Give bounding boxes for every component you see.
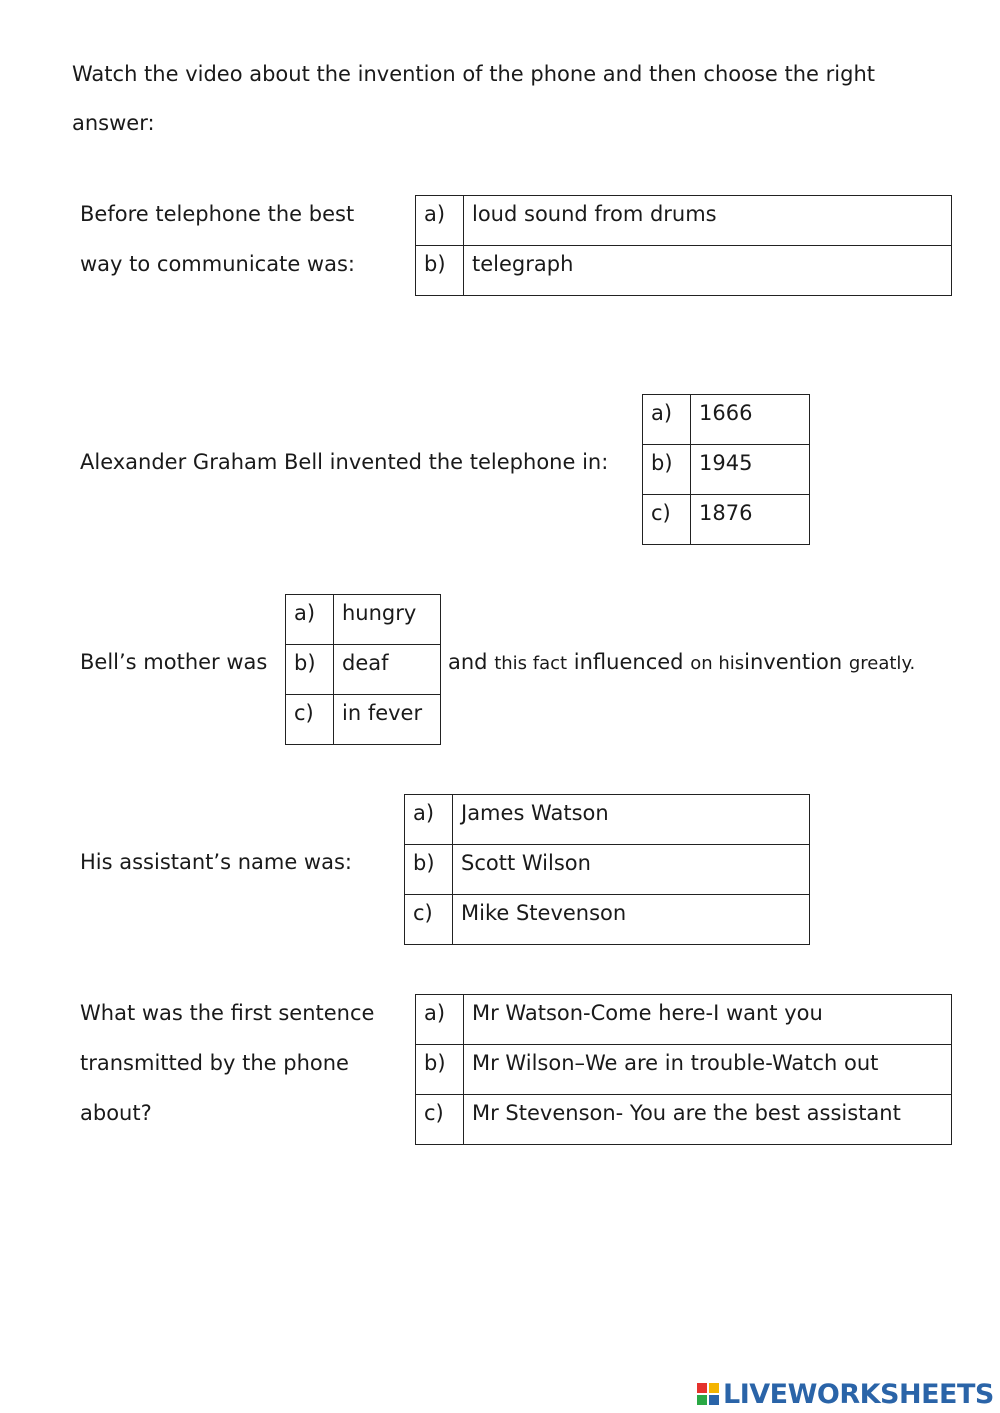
option-letter: a) <box>416 196 464 246</box>
option-letter: c) <box>416 1095 464 1145</box>
option-letter: b) <box>416 1045 464 1095</box>
option-text: Scott Wilson <box>453 845 810 895</box>
option-row[interactable] <box>416 1095 952 1145</box>
option-text: James Watson <box>453 795 810 845</box>
question-3-text-after <box>448 650 915 674</box>
option-text: 1666 <box>691 395 810 445</box>
question-3-options <box>285 594 441 745</box>
option-row[interactable] <box>416 995 952 1045</box>
after-word: and <box>448 650 488 674</box>
option-letter: a) <box>416 995 464 1045</box>
option-row[interactable] <box>405 795 810 845</box>
option-row[interactable] <box>405 895 810 945</box>
after-word: influenced <box>573 650 684 674</box>
option-row[interactable] <box>643 395 810 445</box>
option-letter: a) <box>405 795 453 845</box>
option-letter: b) <box>286 645 334 695</box>
option-letter: c) <box>405 895 453 945</box>
question-4-text: His assistant’s name was: <box>80 850 352 874</box>
question-1-text: Before telephone the best way to communicate was: <box>80 202 355 276</box>
liveworksheets-logo <box>697 1378 994 1410</box>
liveworksheets-logo-icon <box>697 1383 719 1405</box>
option-row[interactable] <box>286 595 441 645</box>
question-5-options <box>415 994 952 1145</box>
question-3-text-before: Bell’s mother was <box>80 650 268 674</box>
option-text: in fever <box>334 695 441 745</box>
option-row[interactable] <box>286 695 441 745</box>
option-letter: a) <box>286 595 334 645</box>
option-text: 1876 <box>691 495 810 545</box>
option-row[interactable] <box>405 845 810 895</box>
option-text: Mr Stevenson- You are the best assistant <box>464 1095 952 1145</box>
question-2-text: Alexander Graham Bell invented the telephone in: <box>80 450 609 474</box>
question-2-options <box>642 394 810 545</box>
option-text: hungry <box>334 595 441 645</box>
option-row[interactable] <box>643 495 810 545</box>
question-5-text: What was the first sentence transmitted by the phone about? <box>80 1001 375 1125</box>
option-row[interactable] <box>416 1045 952 1095</box>
option-letter: b) <box>643 445 691 495</box>
option-text: Mr Wilson–We are in trouble-Watch out <box>464 1045 952 1095</box>
option-row[interactable] <box>416 196 952 246</box>
after-word: greatly. <box>848 653 916 674</box>
option-letter: b) <box>416 246 464 296</box>
instructions-text: Watch the video about the invention of the phone and then choose the right answer: <box>72 62 875 135</box>
option-row[interactable] <box>643 445 810 495</box>
question-1-options <box>415 195 952 296</box>
question-4-options <box>404 794 810 945</box>
option-text: 1945 <box>691 445 810 495</box>
option-row[interactable] <box>416 246 952 296</box>
option-text: Mike Stevenson <box>453 895 810 945</box>
after-word: invention <box>744 650 843 674</box>
option-letter: a) <box>643 395 691 445</box>
after-word: this fact <box>494 653 568 674</box>
option-text: deaf <box>334 645 441 695</box>
option-text: telegraph <box>464 246 952 296</box>
option-text: Mr Watson-Come here-I want you <box>464 995 952 1045</box>
option-text: loud sound from drums <box>464 196 952 246</box>
option-letter: c) <box>643 495 691 545</box>
brand-name: LIVEWORKSHEETS <box>723 1378 994 1410</box>
option-row[interactable] <box>286 645 441 695</box>
after-word: on his <box>690 653 745 674</box>
option-letter: c) <box>286 695 334 745</box>
option-letter: b) <box>405 845 453 895</box>
